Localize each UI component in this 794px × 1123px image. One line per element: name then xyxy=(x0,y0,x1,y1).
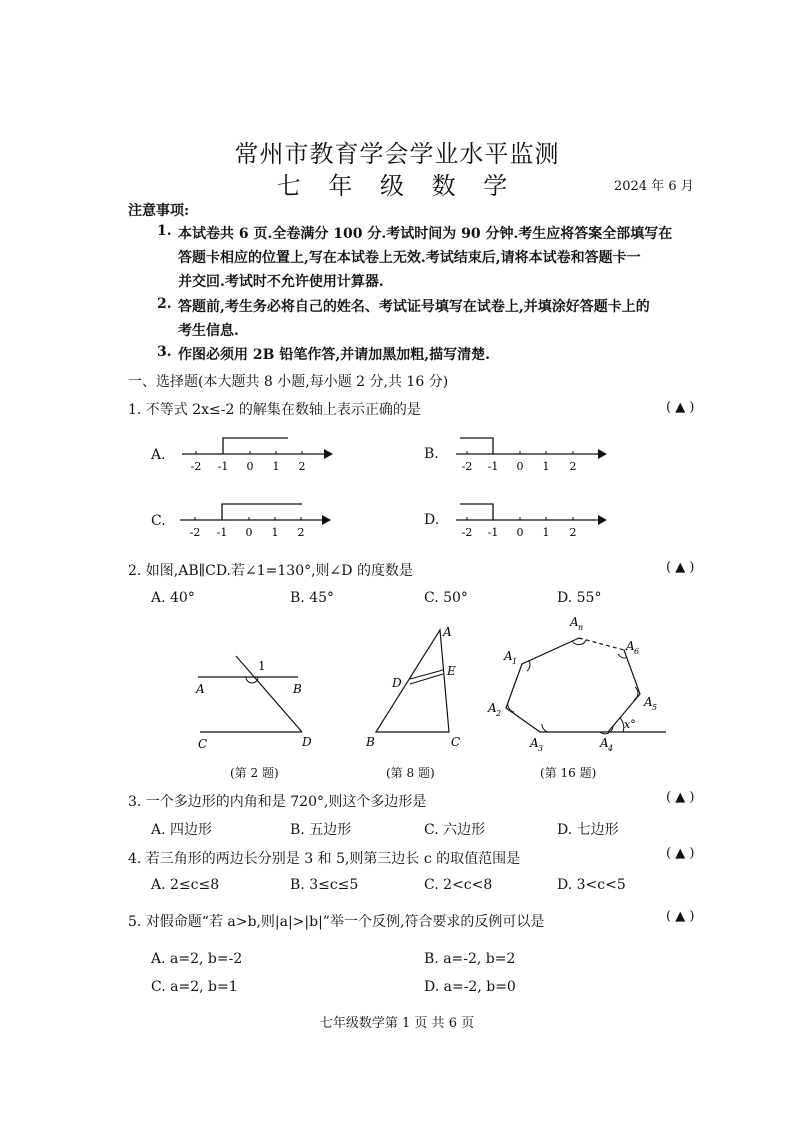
answer-mark: ( ▲ ) xyxy=(666,790,695,805)
tick-label: 1 xyxy=(272,460,280,473)
q5-option-d: D. a=-2, b=0 xyxy=(424,979,516,995)
point-label: D xyxy=(392,676,402,690)
q1-option-d-label: D. xyxy=(424,512,440,528)
point-label: C xyxy=(451,735,461,749)
vertex-label: 3 xyxy=(538,744,544,753)
tick-label: -1 xyxy=(487,526,499,539)
notes-heading: 注意事项: xyxy=(128,203,190,219)
question-1-stem: 1. 不等式 2x≤-2 的解集在数轴上表示正确的是 xyxy=(128,402,421,418)
vertex-label: A xyxy=(488,701,497,715)
exam-title: 常州市教育学会学业水平监测 xyxy=(234,140,560,168)
note-3-line-1: 作图必须用 2B 铅笔作答,并请加黑加粗,描写清楚. xyxy=(178,347,490,363)
point-label: A xyxy=(196,682,205,696)
tick-label: 0 xyxy=(245,526,253,539)
q4-option-d: D. 3<c<5 xyxy=(557,877,626,893)
q5-option-a: A. a=2, b=-2 xyxy=(151,951,243,967)
note-2-line-2: 考生信息. xyxy=(178,323,239,339)
figure-question-8 xyxy=(362,622,472,756)
q2-option-c: C. 50° xyxy=(424,590,468,606)
q3-option-d: D. 七边形 xyxy=(557,822,619,838)
q1-option-d-number-line xyxy=(452,498,612,542)
note-1-line-1: 本试卷共 6 页.全卷满分 100 分.考试时间为 90 分钟.考生应将答案全部填写在 xyxy=(178,226,673,242)
page-footer: 七年级数学第 1 页 共 6 页 xyxy=(319,1016,475,1031)
q1-option-b-number-line xyxy=(452,432,612,476)
tick-label: -2 xyxy=(190,460,202,473)
note-2-number: 2. xyxy=(157,296,172,312)
vertex-label: 6 xyxy=(634,647,640,656)
figure-2-caption: (第 2 题) xyxy=(230,766,279,780)
figure-question-16 xyxy=(484,614,674,756)
tick-label: 1 xyxy=(542,460,550,473)
angle-1-label: 1 xyxy=(258,659,266,673)
tick-label: 0 xyxy=(246,460,254,473)
answer-mark: ( ▲ ) xyxy=(666,400,695,415)
point-label: B xyxy=(293,682,302,696)
vertex-label: A xyxy=(626,639,635,653)
vertex-label: A xyxy=(530,736,539,750)
vertex-label: A xyxy=(570,615,579,629)
note-3-number: 3. xyxy=(157,344,172,360)
vertex-label: A xyxy=(644,695,653,709)
exam-subject: 七 年 级 数 学 xyxy=(276,172,518,200)
tick-label: 0 xyxy=(516,460,524,473)
vertex-label: 1 xyxy=(512,657,518,666)
point-label: B xyxy=(366,735,375,749)
tick-label: -1 xyxy=(487,460,499,473)
tick-label: 2 xyxy=(569,460,577,473)
question-3-stem: 3. 一个多边形的内角和是 720°,则这个多边形是 xyxy=(128,794,427,810)
q1-option-c-number-line xyxy=(176,498,336,542)
tick-label: 2 xyxy=(569,526,577,539)
vertex-label: A xyxy=(600,736,609,750)
point-label: A xyxy=(443,625,452,639)
tick-label: -2 xyxy=(189,526,201,539)
section-1-heading: 一、选择题(本大题共 8 小题,每小题 2 分,共 16 分) xyxy=(128,374,449,390)
q2-option-d: D. 55° xyxy=(557,590,602,606)
note-2-line-1: 答题前,考生务必将自己的姓名、考试证号填写在试卷上,并填涂好答题卡上的 xyxy=(178,299,650,315)
figure-8-caption: (第 8 题) xyxy=(386,766,435,780)
tick-label: 1 xyxy=(271,526,279,539)
note-1-line-2: 答题卡相应的位置上,写在本试卷上无效.考试结束后,请将本试卷和答题卡一 xyxy=(178,250,641,266)
q5-option-b: B. a=-2, b=2 xyxy=(424,951,516,967)
q4-option-a: A. 2≤c≤8 xyxy=(151,877,220,893)
note-1-number: 1. xyxy=(157,223,172,239)
q1-option-a-label: A. xyxy=(151,447,166,463)
vertex-label: n xyxy=(578,623,584,632)
note-1-line-3: 并交回.考试时不允许使用计算器. xyxy=(178,274,384,290)
q3-option-a: A. 四边形 xyxy=(151,822,213,838)
answer-mark: ( ▲ ) xyxy=(666,560,695,575)
point-label: E xyxy=(447,664,456,678)
point-label: D xyxy=(302,735,312,749)
tick-label: 2 xyxy=(298,460,306,473)
tick-label: -2 xyxy=(461,460,473,473)
tick-label: -2 xyxy=(461,526,473,539)
vertex-label: 2 xyxy=(496,709,502,718)
q1-option-a-number-line xyxy=(178,432,338,476)
point-label: C xyxy=(198,737,208,751)
q3-option-c: C. 六边形 xyxy=(424,822,486,838)
answer-mark: ( ▲ ) xyxy=(666,846,695,861)
tick-label: 0 xyxy=(516,526,524,539)
q5-option-c: C. a=2, b=1 xyxy=(151,979,238,995)
angle-x-label: x° xyxy=(624,718,636,731)
q4-option-c: C. 2<c<8 xyxy=(424,877,493,893)
exam-date: 2024 年 6 月 xyxy=(614,179,694,194)
vertex-label: A xyxy=(504,649,513,663)
q3-option-b: B. 五边形 xyxy=(290,822,352,838)
q4-option-b: B. 3≤c≤5 xyxy=(290,877,359,893)
question-4-stem: 4. 若三角形的两边长分别是 3 和 5,则第三边长 c 的取值范围是 xyxy=(128,851,521,867)
q2-option-a: A. 40° xyxy=(151,590,195,606)
tick-label: 1 xyxy=(542,526,550,539)
figure-16-caption: (第 16 题) xyxy=(540,766,597,780)
vertex-label: 5 xyxy=(652,703,658,712)
tick-label: -1 xyxy=(217,460,229,473)
question-5-stem: 5. 对假命题“若 a>b,则|a|>|b|”举一个反例,符合要求的反例可以是 xyxy=(128,914,545,930)
figure-question-2 xyxy=(190,650,330,756)
q1-option-b-label: B. xyxy=(424,446,439,462)
tick-label: -1 xyxy=(216,526,228,539)
vertex-label: 4 xyxy=(608,744,614,753)
answer-mark: ( ▲ ) xyxy=(666,909,695,924)
q2-option-b: B. 45° xyxy=(290,590,335,606)
tick-label: 2 xyxy=(297,526,305,539)
q1-option-c-label: C. xyxy=(151,513,166,529)
question-2-stem: 2. 如图,AB∥CD.若∠1=130°,则∠D 的度数是 xyxy=(128,563,413,579)
